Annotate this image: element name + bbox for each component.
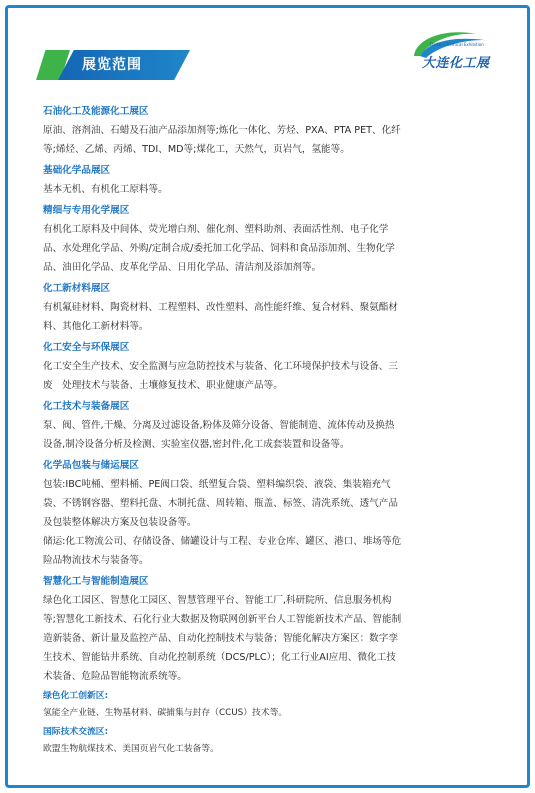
section-body-line: 氢能全产业链、生物基材料、碳捕集与封存（CCUS）技术等。	[43, 708, 288, 718]
section-body-line: 包装:IBC吨桶、塑料桶、PE阀口袋、纸塑复合袋、塑料编织袋、液袋、集装箱充气	[43, 479, 391, 490]
logo-subtext: Dalian Chemical Exhibition	[430, 42, 484, 47]
section-body-line: 等;烯烃、乙烯、丙烯、TDI、MD等;煤化工，天然气，页岩气，氢能等。	[43, 144, 350, 155]
section-title: 绿色化工创新区:	[43, 691, 109, 701]
exhibition-scope-content	[43, 100, 503, 758]
section-body-line: 袋、不锈钢容器、塑料托盘、木制托盘、周转箱、瓶盖、标签、清洗系统、透气产品	[43, 498, 398, 509]
section-title: 化学品包装与储运展区	[43, 460, 139, 471]
section-title: 化工新材料展区	[43, 283, 111, 294]
section-body-line: 术装备、危险品智能物流系统等。	[43, 671, 187, 682]
section-body-line: 及包装整体解决方案及包装设备等。	[43, 517, 197, 528]
section-body-line: 有机化工原料及中间体、荧光增白剂、催化剂、塑料助剂、表面活性剂、电子化学	[43, 224, 389, 235]
section-body-line: 品、水处理化学品、外购/定制合成/委托加工化学品、饲料和食品添加剂、生物化学	[43, 243, 395, 254]
section-title: 石油化工及能源化工展区	[43, 106, 149, 117]
section-body-line: 料、其他化工新材料等。	[43, 321, 149, 332]
section-title: 国际技术交流区:	[43, 727, 109, 737]
logo-text: 大连化工展	[422, 56, 490, 71]
section-title: 智慧化工与智能制造展区	[43, 576, 149, 587]
section-body-line: 等;智慧化工新技术、石化行业大数据及物联网创新平台人工智能新技术产品、智能制	[43, 614, 402, 625]
section-body-line: 绿色化工园区、智慧化工园区、智慧管理平台、智能工厂,科研院所、信息服务机构	[43, 595, 392, 606]
section-body-line: 生技术、智能钻井系统、自动化控制系统（DCS/PLC）；化工行业AI应用、微化工技	[43, 652, 396, 663]
section-body-line: 品、油田化学品、皮革化学品、日用化学品、清洁剂及添加剂等。	[43, 262, 322, 273]
section-body-line: 险品物流技术与装备等。	[43, 555, 149, 566]
section-body-line: 有机氟硅材料、陶瓷材料、工程塑料、改性塑料、高性能纤维、复合材料、聚氨酯材	[43, 302, 398, 313]
section-title: 化工技术与装备展区	[43, 401, 130, 412]
section-body-line: 废 处理技术与装备、土壤修复技术、职业健康产品等。	[43, 380, 283, 391]
section-body-line: 化工安全生产技术、安全监测与应急防控技术与装备、化工环境保护技术与设备、三	[43, 361, 398, 372]
section-title: 基础化学品展区	[43, 165, 111, 176]
section-title: 精细与专用化学展区	[43, 205, 130, 216]
section-body-line: 设备,制冷设备分析及检测、实验室仪器,密封件,化工成套装置和设备等。	[43, 439, 350, 450]
section-body-line: 原油、溶剂油、石蜡及石油产品添加剂等;炼化一体化、芳烃、PXA、PTA PET、化纤	[43, 125, 401, 136]
section-body-line: 泵、阀、管件,干燥、分离及过滤设备,粉体及筛分设备、智能制造、流体传动及换热	[43, 420, 395, 431]
section-title: 化工安全与环保展区	[43, 342, 130, 353]
section-body-line: 基本无机、有机化工原料等。	[43, 184, 168, 195]
section-body-line: 欧盟生物航煤技术、美国页岩气化工装备等。	[43, 744, 219, 754]
section-body-line: 造新装备、新计量及监控产品、自动化控制技术与装备；智能化解决方案区：数字孪	[43, 633, 398, 644]
section-body-line: 储运:化工物流公司、存储设备、储罐设计与工程、专业仓库、罐区、港口、堆场等危	[43, 536, 402, 547]
section-banner	[36, 50, 190, 80]
page-title: 展览范围	[82, 57, 142, 73]
